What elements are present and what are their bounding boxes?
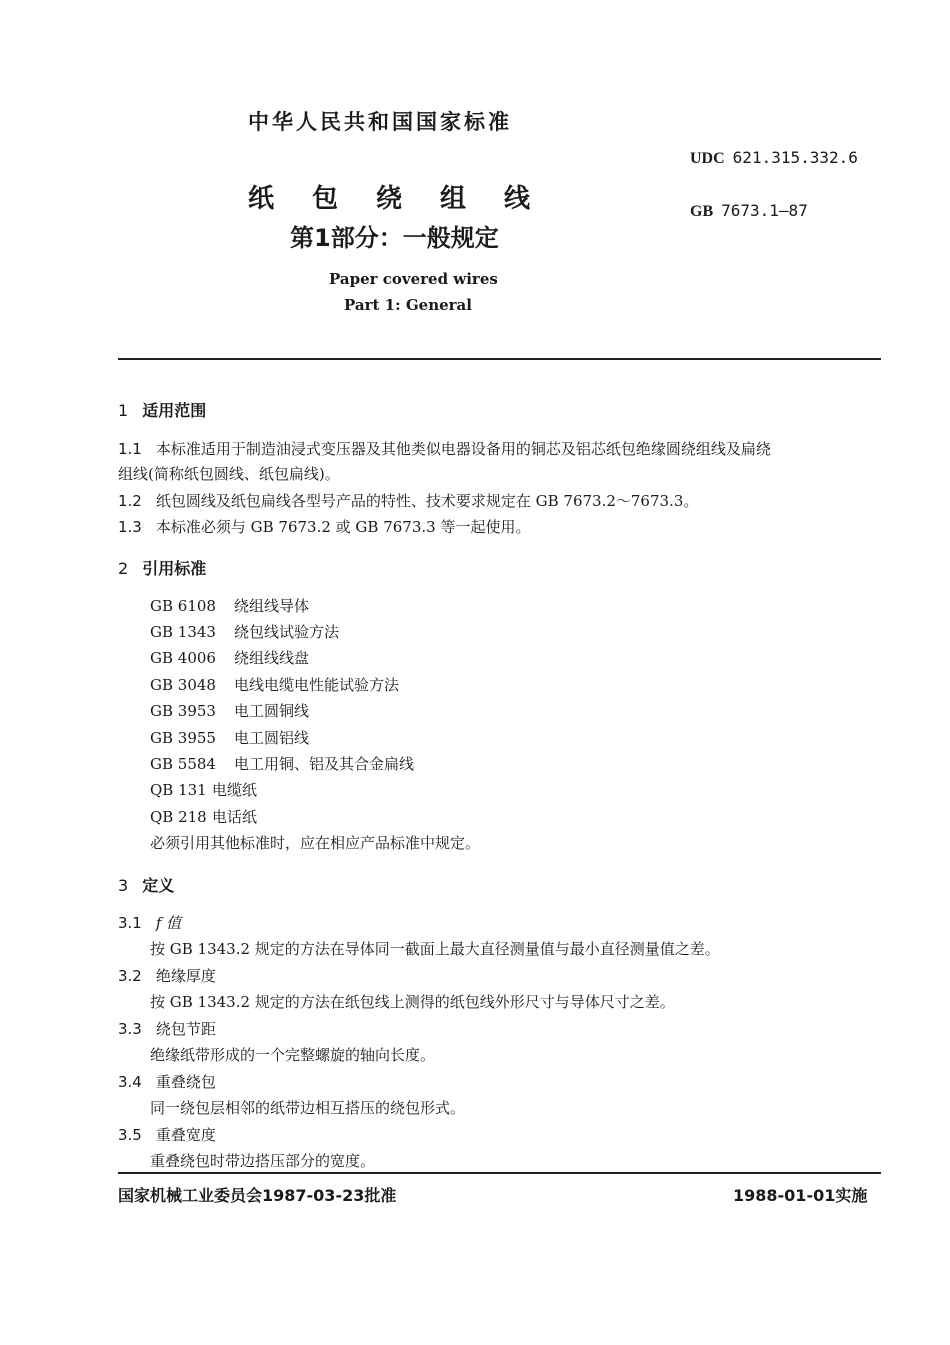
reference-code: GB 1343 [150,623,216,641]
reference-code: GB 3955 [150,729,216,747]
effective-date: 1988-01-01实施 [733,1186,868,1205]
clause-text: 本标准必须与 GB 7673.2 或 GB 7673.3 等一起使用。 [155,518,531,536]
clause-1-2 [118,490,698,511]
reference-item [150,647,309,668]
reference-name: 电缆纸 [212,781,258,799]
clause-number: 3.3 [118,1020,142,1038]
clause-1-1-continued: 组线(简称纸包圆线、纸包扁线)。 [118,465,340,483]
clause-number: 1.2 [118,492,142,510]
reference-code: GB 4006 [150,649,216,667]
gb-code [690,201,808,221]
section-number: 3 [118,876,129,895]
udc-label: UDC [690,150,725,167]
clause-number: 3.4 [118,1073,142,1091]
reference-code: QB 131 [150,781,207,799]
clause-text: 纸包圆线及纸包扁线各型号产品的特性、技术要求规定在 GB 7673.2～7673.3。 [155,492,699,510]
reference-item [150,779,257,800]
gb-label: GB [690,203,714,220]
reference-code: GB 3048 [150,676,216,694]
definition-text: 按 GB 1343.2 规定的方法在导体同一截面上最大直径测量值与最小直径测量值之差。 [150,940,720,958]
definition-term [118,1124,216,1145]
reference-item [150,753,414,774]
clause-number: 1.1 [118,440,142,458]
reference-item [150,806,257,827]
term-text: 重叠绕包 [155,1073,216,1091]
section-title: 定义 [142,876,175,895]
definition-term [118,965,216,986]
footer-divider [118,1172,881,1174]
section-2-heading [118,556,206,579]
section-number: 1 [118,401,129,420]
reference-code: GB 6108 [150,597,216,615]
section-title: 引用标准 [142,559,207,578]
definition-term [118,1071,216,1092]
reference-code: GB 5584 [150,755,216,773]
clause-1-3 [118,516,530,537]
definition-term [118,912,181,933]
reference-name: 绕包线试验方法 [234,623,340,641]
reference-name: 电话纸 [212,808,258,826]
term-text: 重叠宽度 [155,1126,216,1144]
reference-item [150,700,309,721]
reference-name: 电工圆铜线 [234,702,310,720]
clause-number: 3.1 [118,914,142,932]
section-3-heading [118,873,174,896]
subtitle-en: Part 1: General [344,296,472,314]
reference-item [150,674,399,695]
reference-code: GB 3953 [150,702,216,720]
reference-name: 绕组线导体 [234,597,310,615]
reference-name: 电工用铜、铝及其合金扁线 [234,755,415,773]
section-number: 2 [118,559,129,578]
udc-code [690,148,858,168]
issuing-authority: 中华人民共和国国家标准 [248,110,512,134]
clause-number: 3.2 [118,967,142,985]
definition-text: 同一绕包层相邻的纸带边相互搭压的绕包形式。 [150,1099,466,1117]
title-en: Paper covered wires [329,270,498,288]
term-text: 绕包节距 [155,1020,216,1038]
term-text: f 值 [155,914,182,932]
definition-text: 绝缘纸带形成的一个完整螺旋的轴向长度。 [150,1046,436,1064]
reference-name: 电工圆铝线 [234,729,310,747]
clause-number: 3.5 [118,1126,142,1144]
reference-item [150,727,309,748]
reference-name: 绕组线线盘 [234,649,310,667]
definition-text: 按 GB 1343.2 规定的方法在纸包线上测得的纸包线外形尺寸与导体尺寸之差。 [150,993,675,1011]
reference-note: 必须引用其他标准时，应在相应产品标准中规定。 [150,834,481,852]
reference-item [150,595,309,616]
subtitle-cn: 第1部分：一般规定 [290,224,499,252]
gb-value: 7673.1—87 [721,201,808,220]
reference-code: QB 218 [150,808,207,826]
clause-number: 1.3 [118,518,142,536]
definition-term [118,1018,216,1039]
approval-date: 国家机械工业委员会1987-03-23批准 [118,1186,397,1205]
section-title: 适用范围 [142,401,207,420]
reference-item [150,621,339,642]
title-cn: 纸包绕组线 [248,184,569,214]
clause-1-1 [118,438,771,459]
udc-value: 621.315.332.6 [732,148,858,167]
section-1-heading [118,398,206,421]
clause-text: 本标准适用于制造油浸式变压器及其他类似电器设备用的铜芯及铝芯纸包绝缘圆绕组线及扁绕 [155,440,771,458]
header-divider [118,358,881,360]
definition-text: 重叠绕包时带边搭压部分的宽度。 [150,1152,376,1170]
term-text: 绝缘厚度 [155,967,216,985]
reference-name: 电线电缆电性能试验方法 [234,676,400,694]
